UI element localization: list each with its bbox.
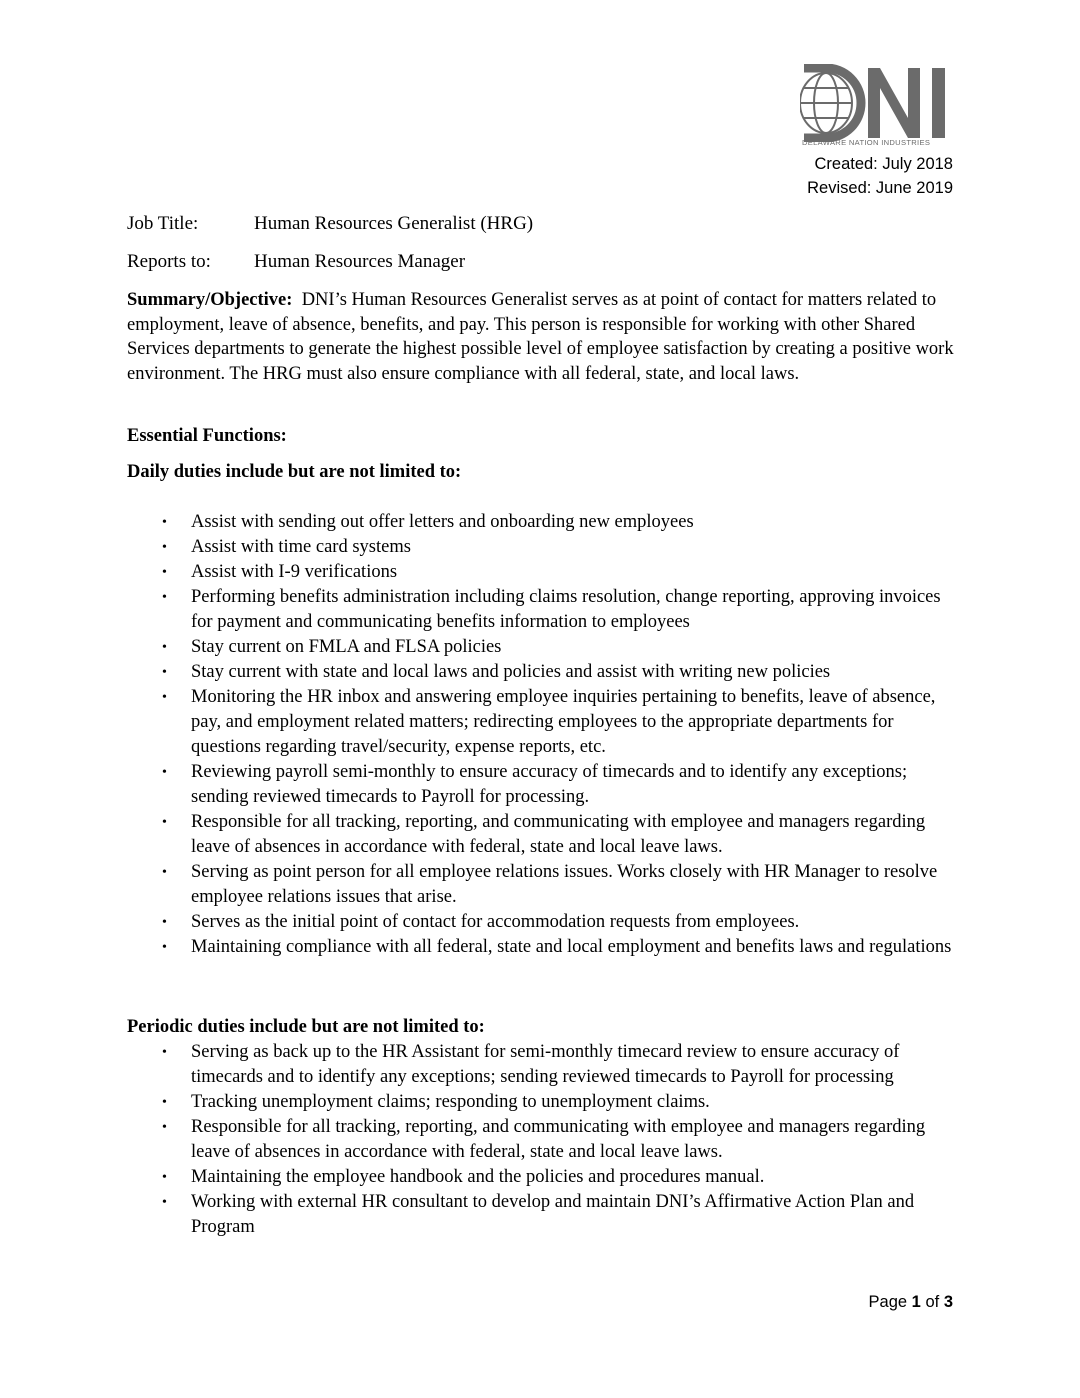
- summary-paragraph: [127, 288, 957, 386]
- bullet-icon: •: [162, 515, 167, 530]
- list-item: [127, 1090, 957, 1115]
- bullet-icon: •: [162, 1045, 167, 1060]
- reports-to-value: Human Resources Manager: [254, 251, 466, 272]
- list-item-text: Tracking unemployment claims; responding to unemployment claims.: [191, 1092, 710, 1112]
- bullet-icon: •: [162, 1095, 167, 1110]
- bullet-icon: •: [162, 540, 167, 555]
- list-item-text: Assist with sending out offer letters and onboarding new employees: [191, 512, 694, 532]
- bullet-icon: •: [162, 640, 167, 655]
- list-item-text: Monitoring the HR inbox and answering employee inquiries pertaining to benefits, leave of absence, pay, and employment related matters; redirecting employees to the appropriate departments for questions regarding travel/security, expense reports, etc.: [191, 687, 936, 757]
- list-item-text: Performing benefits administration including claims resolution, change reporting, approving invoices for payment and communicating benefits information to employees: [191, 587, 941, 632]
- list-item-text: Assist with time card systems: [191, 537, 411, 557]
- list-item-text: Serving as point person for all employee relations issues. Works closely with HR Manager to resolve employee relations issues that arise.: [191, 862, 938, 907]
- list-item-text: Responsible for all tracking, reporting, and communicating with employee and managers regarding leave of absences in accordance with federal, state and local leave laws.: [191, 812, 926, 857]
- bullet-icon: •: [162, 815, 167, 830]
- list-item: [127, 1040, 957, 1090]
- job-title-value: Human Resources Generalist (HRG): [254, 213, 534, 234]
- reports-to-row: [127, 250, 465, 274]
- job-title-row: [127, 212, 533, 236]
- list-item: [127, 860, 957, 910]
- bullet-icon: •: [162, 565, 167, 580]
- page-total: 3: [943, 1293, 953, 1311]
- page-word: Page: [868, 1293, 908, 1311]
- periodic-duties-heading: Periodic duties include but are not limited to:: [127, 1017, 485, 1037]
- essential-functions-heading: Essential Functions:: [127, 426, 287, 446]
- list-item-text: Working with external HR consultant to develop and maintain DNI’s Affirmative Action Plan and Program: [191, 1192, 915, 1237]
- page-number: [869, 1291, 953, 1313]
- bullet-icon: •: [162, 1195, 167, 1210]
- list-item-text: Serves as the initial point of contact for accommodation requests from employees.: [191, 912, 800, 932]
- list-item: [127, 810, 957, 860]
- bullet-icon: •: [162, 1120, 167, 1135]
- list-item: [127, 560, 957, 585]
- bullet-icon: •: [162, 665, 167, 680]
- of-word: of: [925, 1293, 940, 1311]
- bullet-icon: •: [162, 865, 167, 880]
- list-item: [127, 935, 957, 960]
- job-title-label: Job Title:: [127, 213, 199, 234]
- summary-label: Summary/Objective:: [127, 290, 293, 310]
- list-item: [127, 585, 957, 635]
- list-item: [127, 635, 957, 660]
- list-item-text: Assist with I-9 verifications: [191, 562, 398, 582]
- logo-tagline: DELAWARE NATION INDUSTRIES: [802, 138, 931, 147]
- list-item-text: Stay current with state and local laws and policies and assist with writing new policies: [191, 662, 831, 682]
- list-item-text: Maintaining compliance with all federal, state and local employment and benefits laws and regulations: [191, 937, 952, 957]
- list-item: [127, 535, 957, 560]
- bullet-icon: •: [162, 940, 167, 955]
- daily-duties-list: [127, 510, 957, 960]
- list-item: [127, 510, 957, 535]
- list-item-text: Stay current on FMLA and FLSA policies: [191, 637, 502, 657]
- periodic-duties-list: [127, 1040, 957, 1240]
- list-item: [127, 685, 957, 760]
- list-item-text: Reviewing payroll semi-monthly to ensure accuracy of timecards and to identify any exceptions; sending reviewed timecards to Payroll for processing.: [191, 762, 908, 807]
- bullet-icon: •: [162, 590, 167, 605]
- list-item: [127, 760, 957, 810]
- bullet-icon: •: [162, 1170, 167, 1185]
- list-item-text: Serving as back up to the HR Assistant for semi-monthly timecard review to ensure accuracy of timecards and to identify any exceptions; sending reviewed timecards to Payroll for processing: [191, 1042, 900, 1087]
- globe-d-logo-icon: [800, 64, 952, 142]
- list-item: [127, 1165, 957, 1190]
- list-item-text: Responsible for all tracking, reporting, and communicating with employee and managers regarding leave of absences in accordance with federal, state and local leave laws.: [191, 1117, 926, 1162]
- bullet-icon: •: [162, 915, 167, 930]
- page-current: 1: [911, 1293, 921, 1311]
- daily-duties-heading: Daily duties include but are not limited to:: [127, 462, 462, 482]
- document-dates: [807, 152, 953, 200]
- revised-date: Revised: June 2019: [807, 179, 953, 197]
- list-item: [127, 910, 957, 935]
- list-item: [127, 1115, 957, 1165]
- reports-to-label: Reports to:: [127, 251, 211, 272]
- list-item: [127, 1190, 957, 1240]
- created-date: Created: July 2018: [814, 155, 953, 173]
- list-item: [127, 660, 957, 685]
- summary-text: DNI’s Human Resources Generalist serves as at point of contact for matters related to employment, leave of absence, benefits, and pay. This person is responsible for working with other Shared Services departments to generate the highest possible level of employee satisfaction by creating a positive work environment. The HRG must also ensure compliance with all federal, state, and local laws.: [127, 290, 954, 384]
- bullet-icon: •: [162, 690, 167, 705]
- bullet-icon: •: [162, 765, 167, 780]
- list-item-text: Maintaining the employee handbook and the policies and procedures manual.: [191, 1167, 765, 1187]
